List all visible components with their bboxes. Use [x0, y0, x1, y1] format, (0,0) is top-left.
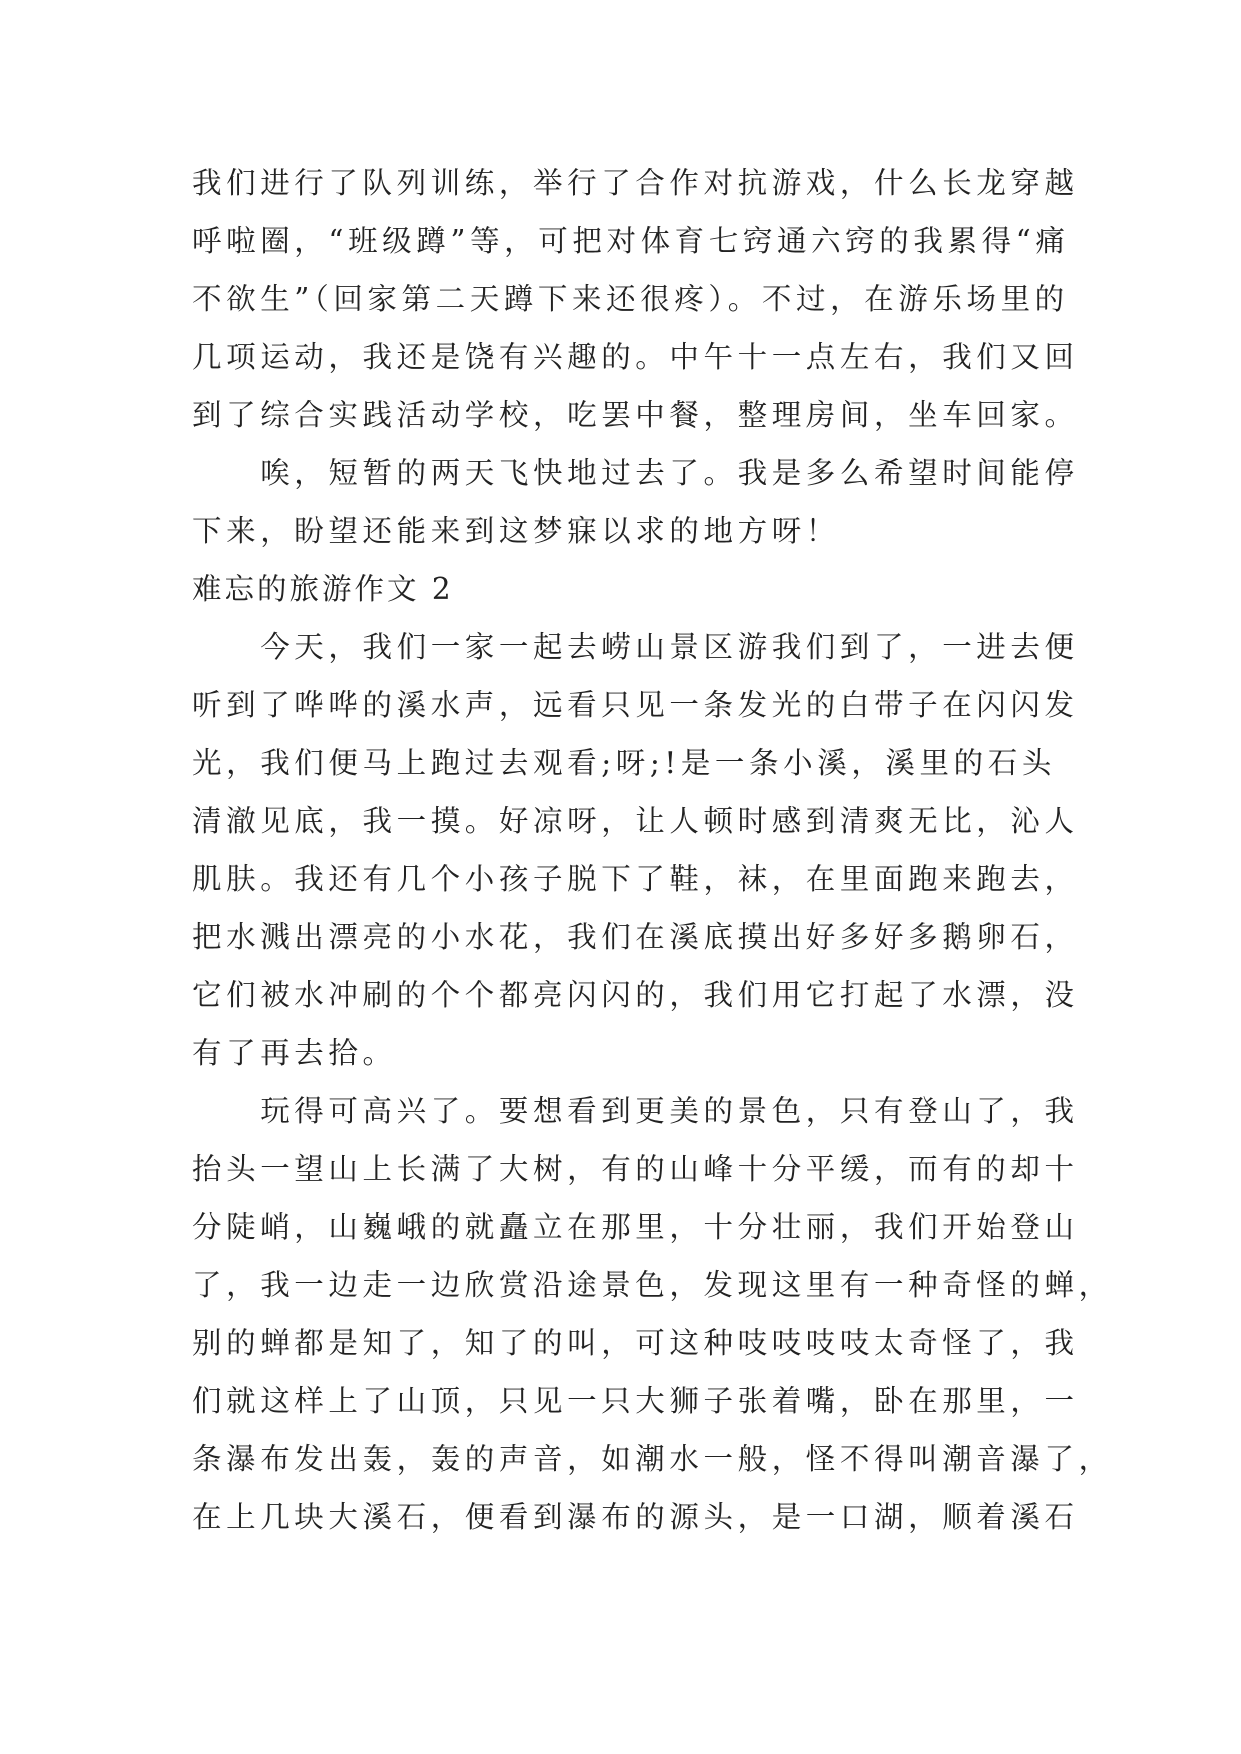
- text-line: 有了再去拾。: [192, 1036, 397, 1070]
- text-line: 下来，盼望还能来到这梦寐以求的地方呀！: [192, 514, 840, 548]
- text-line: 我们进行了队列训练，举行了合作对抗游戏，什么长龙穿越: [192, 166, 1079, 200]
- text-line: 了，我一边走一边欣赏沿途景色，发现这里有一种奇怪的蝉，: [192, 1268, 1113, 1302]
- text-line: 光，我们便马上跑过去观看;呀;!是一条小溪，溪里的石头: [192, 746, 1056, 780]
- text-line: 们就这样上了山顶，只见一只大狮子张着嘴，卧在那里，一: [192, 1384, 1079, 1418]
- text-line: 清澈见底，我一摸。好凉呀，让人顿时感到清爽无比，沁人: [192, 804, 1079, 838]
- text-line: 条瀑布发出轰，轰的声音，如潮水一般，怪不得叫潮音瀑了，: [192, 1442, 1113, 1476]
- text-line: 抬头一望山上长满了大树，有的山峰十分平缓，而有的却十: [192, 1152, 1079, 1186]
- text-line: 几项运动，我还是饶有兴趣的。中午十一点左右，我们又回: [192, 340, 1079, 374]
- text-line: 到了综合实践活动学校，吃罢中餐，整理房间，坐车回家。: [192, 398, 1079, 432]
- text-line: 今天，我们一家一起去崂山景区游我们到了，一进去便: [192, 630, 1079, 664]
- text-line: 肌肤。我还有几个小孩子脱下了鞋，袜，在里面跑来跑去，: [192, 862, 1079, 896]
- text-line: 呼啦圈，“班级蹲”等，可把对体育七窍通六窍的我累得“痛: [192, 224, 1070, 258]
- text-line: 别的蝉都是知了，知了的叫，可这种吱吱吱吱太奇怪了，我: [192, 1326, 1079, 1360]
- text-line: 不欲生”（回家第二天蹲下来还很疼）。不过，在游乐场里的: [192, 282, 1069, 316]
- text-line: 把水溅出漂亮的小水花，我们在溪底摸出好多好多鹅卵石，: [192, 920, 1079, 954]
- text-line: 听到了哗哗的溪水声，远看只见一条发光的白带子在闪闪发: [192, 688, 1079, 722]
- section-heading: 难忘的旅游作文 2: [192, 572, 454, 606]
- text-line: 玩得可高兴了。要想看到更美的景色，只有登山了，我: [192, 1094, 1079, 1128]
- text-line: 在上几块大溪石，便看到瀑布的源头，是一口湖，顺着溪石: [192, 1500, 1079, 1534]
- text-line: 唉，短暂的两天飞快地过去了。我是多么希望时间能停: [192, 456, 1079, 490]
- text-line: 它们被水冲刷的个个都亮闪闪的，我们用它打起了水漂，没: [192, 978, 1079, 1012]
- text-line: 分陡峭，山巍峨的就矗立在那里，十分壮丽，我们开始登山: [192, 1210, 1079, 1244]
- document-body: [192, 154, 1113, 1546]
